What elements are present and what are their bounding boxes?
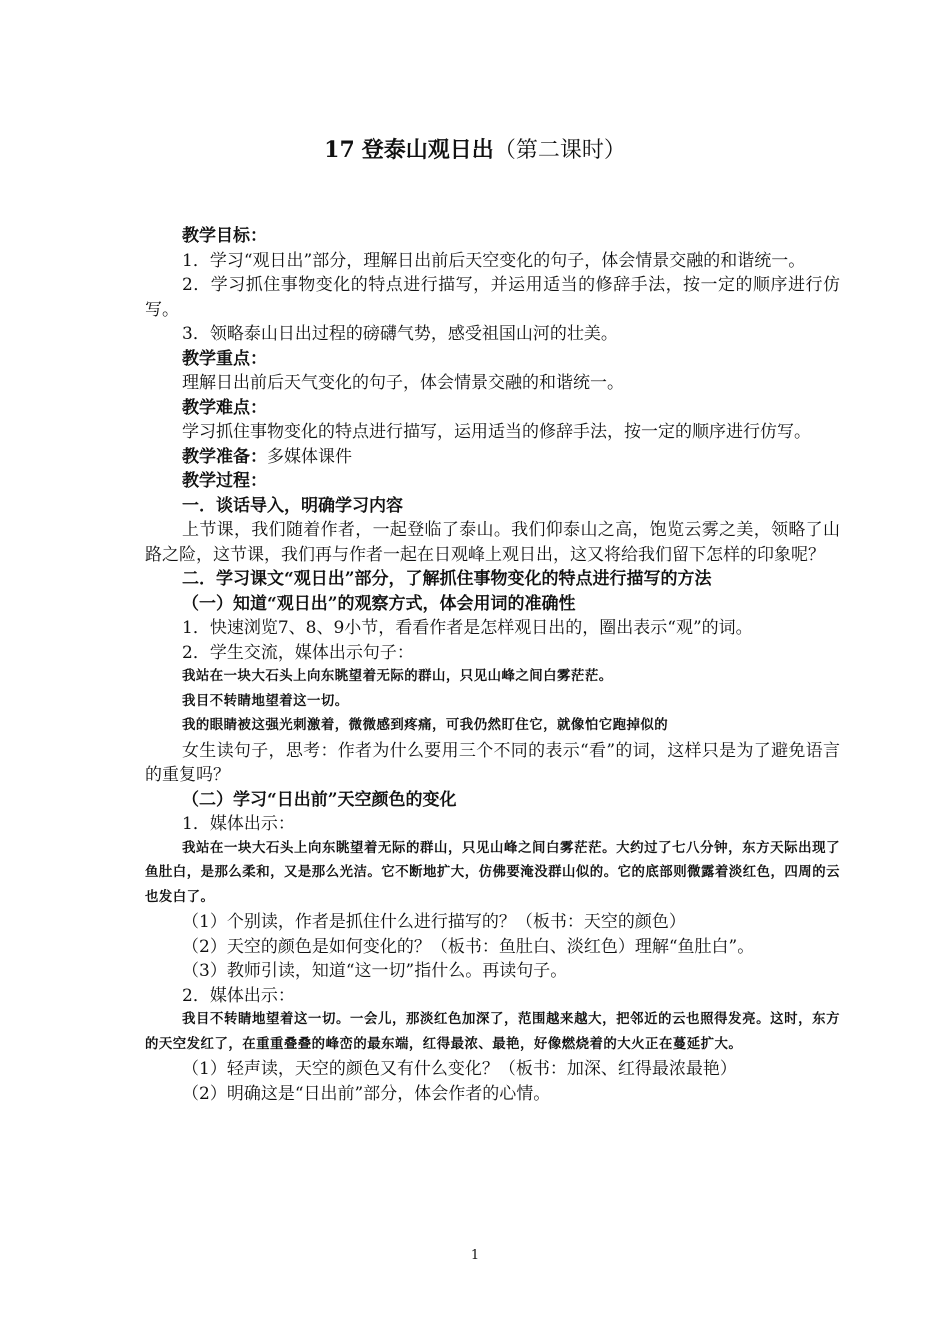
quote-block-2: 我目不转睛地望着这一切。一会儿，那淡红色加深了，范围越来越大，把邻近的云也照得发亮。这时，东方的天空发红了，在重重叠叠的峰峦的最东端，红得最浓、最艳，好像燃烧着的大火正在蔓延扩大。 xyxy=(145,1012,840,1052)
section-1-heading: 一．谈话导入，明确学习内容 xyxy=(182,495,403,516)
section-2-heading: 二．学习课文“观日出”部分，了解抓住事物变化的特点进行描写的方法 xyxy=(182,569,712,589)
section-2a-step-3: 女生读句子，思考：作者为什么要用三个不同的表示“看”的词，这样只是为了避免语言的重复吗？ xyxy=(145,740,840,785)
objective-2: 2．学习抓住事物变化的特点进行描写，并运用适当的修辞手法，按一定的顺序进行仿写。 xyxy=(145,275,840,320)
section-2b-question-1: （1）个别读，作者是抓住什么进行描写的？（板书：天空的颜色） xyxy=(182,912,686,932)
quote-sentence-1: 我站在一块大石头上向东眺望着无际的群山，只见山峰之间白雾茫茫。 xyxy=(182,669,613,684)
document-body xyxy=(145,224,840,1106)
process-heading: 教学过程： xyxy=(182,471,267,491)
section-2a-heading: （一）知道“观日出”的观察方式，体会用词的准确性 xyxy=(182,593,576,614)
page-title xyxy=(0,135,950,166)
section-2b-step-1: 1．媒体出示： xyxy=(182,814,295,834)
title-sub: （第二课时） xyxy=(493,138,626,163)
section-2b-question-4: （1）轻声读，天空的颜色又有什么变化？（板书：加深、红得最浓最艳） xyxy=(182,1059,737,1079)
section-2a-step-1: 1．快速浏览7、8、9小节，看看作者是怎样观日出的，圈出表示“观”的词。 xyxy=(182,618,753,638)
quote-block-1: 我站在一块大石头上向东眺望着无际的群山，只见山峰之间白雾茫茫。大约过了七八分钟，东方天际出现了鱼肚白，是那么柔和，又是那么光洁。它不断地扩大，仿佛要淹没群山似的。它的底部则微露着淡红色，四周的云也发白了。 xyxy=(145,840,840,905)
section-2b-question-5: （2）明确这是“日出前”部分，体会作者的心情。 xyxy=(182,1083,551,1104)
objectives-heading: 教学目标： xyxy=(182,226,267,246)
title-main: 登泰山观日出 xyxy=(361,137,494,163)
section-2b-question-3: （3）教师引读，知道“这一切”指什么。再读句子。 xyxy=(182,961,568,981)
objective-1: 1．学习“观日出”部分，理解日出前后天空变化的句子，体会情景交融的和谐统一。 xyxy=(182,250,806,271)
section-2a-step-2: 2．学生交流，媒体出示句子： xyxy=(182,642,414,663)
key-points-text: 理解日出前后天气变化的句子，体会情景交融的和谐统一。 xyxy=(182,373,624,393)
section-2b-step-2: 2．媒体出示： xyxy=(182,985,295,1006)
page-number: 1 xyxy=(470,1248,480,1263)
objective-3: 3．领略泰山日出过程的磅礴气势，感受祖国山河的壮美。 xyxy=(182,324,618,344)
quote-sentence-2: 我目不转睛地望着这一切。 xyxy=(182,693,349,709)
quote-sentence-3: 我的眼睛被这强光刺激着，微微感到疼痛，可我仍然盯住它，就像怕它跑掉似的 xyxy=(182,718,669,733)
section-2b-question-2: （2）天空的颜色是如何变化的？（板书：鱼肚白、淡红色）理解“鱼肚白”。 xyxy=(182,936,755,957)
section-1-text: 上节课，我们随着作者，一起登临了泰山。我们仰泰山之高，饱览云雾之美，领略了山路之险，这节课，我们再与作者一起在日观峰上观日出，这又将给我们留下怎样的印象呢？ xyxy=(145,520,840,565)
difficulties-heading: 教学难点： xyxy=(182,397,267,418)
preparation-line xyxy=(145,445,840,470)
difficulties-text: 学习抓住事物变化的特点进行描写，运用适当的修辞手法，按一定的顺序进行仿写。 xyxy=(182,422,811,442)
preparation-heading: 教学准备： xyxy=(182,446,267,467)
key-points-heading: 教学重点： xyxy=(182,348,267,369)
section-2b-heading: （二）学习“日出前”天空颜色的变化 xyxy=(182,789,457,810)
preparation-text: 多媒体课件 xyxy=(267,446,352,467)
title-number: 17 xyxy=(324,137,355,163)
